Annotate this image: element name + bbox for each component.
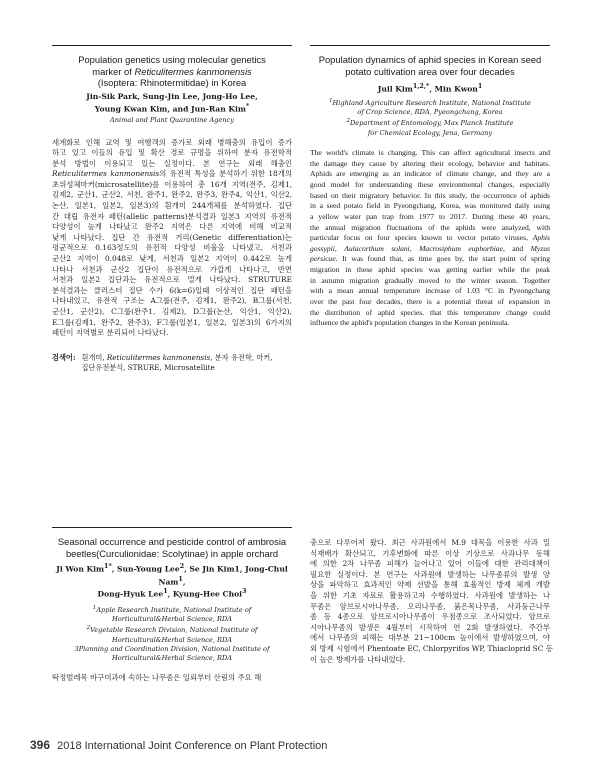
text-segment: 을 위한 기초 자료로 활용하고자 수행하였다. 사과원에 발생하는 나	[310, 590, 550, 600]
abstract-line	[52, 328, 292, 339]
abstract-line	[310, 538, 550, 549]
article-title	[52, 54, 292, 89]
abstract-continued	[310, 538, 553, 665]
text-segment: 평균적으로 0.163정도의 유전적 다양성 비율을 나타냈고, 서천과	[52, 243, 292, 253]
abstract-line	[310, 559, 550, 570]
abstract-line	[310, 623, 550, 634]
abstract-line	[52, 159, 292, 170]
author-name: Dong-Hyuk Lee	[97, 589, 164, 599]
text-segment: 군산2 지역이 0.048로 낮게, 서천과 일본2 지역이 0.442로 높게	[52, 254, 292, 264]
abstract-line	[52, 222, 292, 233]
text-segment: 에 의한 2차 나무좀 피해가 늘어나고 있어 이들에 대한 관리대책이	[310, 559, 550, 569]
abstract-line	[310, 265, 550, 276]
text-segment: 이 높은 방제가를 나타내었다.	[310, 654, 406, 664]
text-segment: 하고 있고 이들의 유입 및 확산 경로 규명을 위하여 분자 유전학적	[52, 148, 292, 158]
author-name: Ji Won Kim	[56, 564, 105, 574]
abstract-line	[310, 570, 550, 581]
abstract-line	[310, 223, 550, 234]
text-segment: 좀 등 4종으로 암브로시아나무좀이 우점종으로 조사되었다. 암브로	[310, 612, 550, 622]
text-segment: a yellow water pan trap from 1977 to 2017. During these 40 years,	[310, 211, 550, 221]
authors-line: Jin-Sik Park, Sung-Jin Lee, Jong-Ho Lee,	[86, 91, 258, 101]
abstract-line	[310, 612, 550, 623]
abstract-line	[310, 191, 550, 202]
text-segment: 서천과 일본2 집단과는 유전적으로 멀게 나타났다. STRUTURE	[52, 275, 292, 285]
author-name: , Kyung-Hee Choi	[167, 589, 243, 599]
authors	[310, 82, 550, 95]
abstract-line	[310, 308, 550, 319]
text-segment: , and	[502, 243, 531, 253]
conference-name: 2018 International Joint Conference on Plant Protection	[57, 740, 328, 752]
text-segment: Aphids are emerging as an indicator of climate change, and they are a	[310, 169, 550, 179]
text-segment: 무좀은 암브로시아나무좀, 오리나무좀, 붉은목나무좀, 사과둥근나무	[310, 601, 550, 611]
title-line: beetles(Curculionidae: Scolytinae) in apple orchard	[65, 547, 279, 559]
text-segment: 상을 파악하고 효과적인 약제 선발을 통해 효율적인 방제 체계 개발	[310, 580, 550, 590]
text-segment: 외 방제 시험에서 Phentoate EC, Chlorpyrifos WP, Thiacloprid SC 등	[310, 643, 553, 653]
abstract	[52, 138, 292, 339]
species-name: Aulacorthum solani	[344, 243, 410, 253]
abstract-line	[310, 633, 550, 644]
abstract-line	[52, 180, 292, 191]
text-segment: The world's climate is changing. This can affect agricultural insects and	[310, 147, 550, 157]
species-name: Myzus	[530, 243, 550, 253]
affiliation	[52, 604, 292, 664]
text-segment: based on their migratory behavior. In this study, the occurrence of aphids	[310, 190, 550, 200]
title-line: Population genetics using molecular genetics	[78, 54, 266, 65]
affil-line: Horticultural&Herbal Science, RDA	[111, 635, 233, 644]
text-segment: 나타내었고, 유전적 구조는 A그룹(전주, 김제1, 완주2), B그룹(서천,	[52, 296, 292, 306]
title-line: marker of	[92, 65, 135, 77]
text-segment: E그룹(김제1, 완주2, 완주3), F그룹(일본1, 일본2, 일본3)의 6가지의	[52, 317, 292, 327]
abstract-line	[310, 643, 553, 655]
abstract-line	[52, 265, 292, 276]
author-sup: 3	[242, 588, 247, 596]
title-line: Population dynamics of aphid species in Korean seed	[318, 54, 542, 65]
text-segment: 시아나무좀의 발생은 4월부터 시작하여 연 2회 발생하였다. 주간부	[310, 622, 550, 632]
abstract-line	[310, 233, 550, 244]
author-sup: 1	[477, 83, 483, 91]
abstract-line	[52, 286, 292, 297]
abstract-line	[310, 212, 550, 223]
text-segment: migration in these aphid species was getting earlier while the peak	[310, 265, 550, 275]
text-segment: 세계화로 인해 교역 및 여행객의 증가로 외래 병해충의 유입이 증가	[52, 137, 292, 147]
text-segment: 분석 방법이 이용되고 있는 실정이다. 본 연구는 외래 해충인	[52, 158, 292, 168]
author-name: , Sun-Young Lee	[111, 564, 180, 574]
affil-line: 3Planning and Coordination Division, National Institute of	[74, 644, 270, 653]
abstract-line	[310, 297, 550, 308]
abstract-line	[310, 180, 550, 191]
affil-line: Horticultural&Herbal Science, RDA	[111, 654, 233, 663]
author-sup: 2	[179, 563, 185, 571]
author-sup: 1	[178, 575, 183, 583]
top-right-article	[310, 54, 550, 329]
abstract-line	[52, 201, 292, 212]
abstract-line	[310, 159, 550, 170]
affil-sup: 2	[86, 625, 91, 632]
text-segment: 패턴이 지역별로 분리되어 나타났다.	[52, 328, 169, 338]
abstract-line	[52, 243, 292, 254]
abstract-line	[310, 276, 550, 287]
article-title	[52, 536, 292, 559]
abstract-line	[52, 275, 292, 286]
bottom-left-article	[52, 536, 292, 684]
author-sup: 1*	[104, 563, 112, 571]
abstract-line	[310, 591, 550, 602]
abstract-line	[310, 655, 550, 666]
title-line: (Isoptera: Rhinotermitidae) in Korea	[97, 77, 247, 89]
authors	[52, 92, 292, 115]
author-name: , Min Kwon	[429, 84, 478, 94]
affil-line: of Crop Science, RDA, Pyeongchang, Korea	[357, 108, 503, 117]
abstract-line	[52, 254, 292, 265]
text-segment: ,	[334, 243, 345, 253]
bottom-left-rule	[52, 527, 292, 528]
species-name: Reticulitermes kanmonensis	[52, 169, 160, 179]
text-segment: 간 대립 유전자 패턴(allelic patterns)분석결과 일본3 지역의 유전적	[52, 211, 292, 221]
affil-sup: 1	[329, 97, 333, 104]
abstract-line	[310, 318, 550, 329]
author-name: ,	[182, 577, 186, 587]
affil-sup: 1	[92, 604, 97, 611]
keywords-label: 검색어:	[52, 352, 76, 362]
text-segment: 김제2, 군산1, 군산2, 서천, 완주1, 완주2, 완주3, 완주4, 익산1, 익산2,	[52, 190, 292, 200]
text-segment: 식재배가 확산되고, 기후변화에 따른 이상 기상으로 사과나무 동해	[310, 548, 550, 558]
abstract-line	[310, 169, 550, 180]
text-segment: 나타나 서천과 군산2 집단이 유전적으로 가깝게 나타나고, 반면	[52, 264, 292, 274]
top-left-article	[52, 54, 292, 374]
abstract-line	[52, 148, 292, 159]
text-segment: 낮게 나타났다. 집단 간 유전적 거리(Genetic differentiation)는	[52, 232, 292, 242]
authors	[52, 562, 292, 600]
text-segment: the distribution of aphid species. that this temperature change could	[310, 307, 550, 317]
abstract: 딱정벌레목 바구미과에 속하는 나무좀은 일뢰부터 산림의 주요 해	[52, 673, 262, 683]
page-footer	[30, 738, 327, 752]
text-segment: . It was found that, as time goes by, the start point of spring	[335, 254, 550, 264]
author-name: , Se Jin Kim1, Jong-Chul Nam	[158, 564, 288, 587]
text-segment: with a mean annual temperature increase of 1.03 °C in Pyeongchang	[310, 286, 550, 296]
keywords-species: Reticulitermes kanmonensis	[106, 352, 211, 362]
text-segment: over the past four decades, there is a potential threat of expansion in	[310, 297, 550, 307]
abstract-line	[52, 212, 292, 223]
abstract-line	[52, 190, 292, 201]
author-sup: *	[245, 102, 250, 110]
affil-sup: 2	[346, 118, 350, 125]
abstract-line	[310, 602, 550, 613]
author-name: Juil Kim	[377, 84, 413, 94]
affil-line: Horticultural&Herbal Science, RDA	[111, 615, 233, 624]
text-segment: the damage they cause by altering their ecology, behavior and habitats.	[310, 158, 550, 168]
affiliation	[310, 97, 550, 138]
abstract-line	[52, 318, 292, 329]
text-segment: 에서 나무좀의 피해는 대부분 21~100cm 높이에서 발생하였으며, 야	[310, 633, 550, 643]
bottom-right-article	[310, 538, 553, 665]
title-species: Reticulitermes kanmonensis	[134, 65, 252, 77]
author-sup: 1,2,*	[412, 83, 430, 91]
text-segment: 필요한 실정이다. 본 연구는 사과원에 발생하는 나무좀류의 발생 양	[310, 569, 550, 579]
abstract-line	[310, 244, 550, 255]
text-segment: 군산1, 군산2), C그룹(완주1, 김제2), D그룹(논산, 익산1, 익산2),	[52, 307, 292, 317]
abstract-line	[52, 296, 292, 307]
article-title	[310, 54, 550, 77]
abstract-line	[310, 286, 550, 297]
species-name: persicae	[310, 254, 336, 264]
text-segment: in a seed potato field in Pyeongchang, Korea, was monitored daily using	[310, 201, 550, 211]
affil-line: Vegetable Research Division, National Institute of	[90, 626, 258, 635]
keywords	[52, 353, 292, 374]
affiliation: Animal and Plant Quarantine Agency	[110, 116, 234, 125]
species-name: Aphis	[532, 233, 550, 243]
top-right-rule	[310, 45, 550, 46]
top-left-rule	[52, 45, 292, 46]
keywords-text	[81, 353, 272, 374]
text-segment: particular focus on four species known to vector potato viruses,	[310, 233, 533, 243]
affil-line: Department of Entomology, Max Planck Institute	[350, 119, 514, 128]
affil-line: Apple Research Institute, National Institute of	[96, 605, 252, 614]
text-segment: 논산, 일본1, 일본2, 일본3)의 흰개미 244개체를 분석하였다. 집단	[52, 201, 292, 211]
text-segment: 의 유전적 특성을 분석하기 위한 18개의	[159, 169, 292, 179]
page-number: 396	[30, 738, 51, 752]
author-sup: 1	[163, 588, 168, 596]
keywords-part: 집단유전분석, STRURE, Microsatellite	[81, 363, 215, 373]
abstract-line	[52, 307, 292, 318]
keywords-part: , 분자 유전학, 마커,	[210, 352, 273, 362]
abstract-line	[310, 254, 550, 265]
abstract	[310, 148, 550, 329]
affil-line: for Chemical Ecology, Jena, Germany	[367, 128, 493, 137]
text-segment: influence the aphid's population changes in the Korean peninsula.	[310, 318, 510, 328]
abstract-line	[52, 169, 292, 180]
abstract-line	[310, 580, 550, 591]
abstract-line	[310, 201, 550, 212]
text-segment: 초위성체마커(microsatellite)를 이용하여 총 16개 지역(전주, 김제1,	[52, 179, 292, 189]
abstract-line	[310, 549, 550, 560]
text-segment: 분석결과는 클러스터 집단 수가 6(k=6)일때 이상적인 집단 패턴을	[52, 285, 292, 295]
species-name: gossypii	[310, 243, 335, 253]
text-segment: in autumn migration gradually moved to the winter season. Together	[310, 275, 550, 285]
abstract-line	[52, 138, 292, 149]
text-segment: the annual migration fluctuations of the aphids were analyzed, with	[310, 222, 550, 232]
affil-line: Highland Agriculture Research Institute, National Institute	[332, 98, 531, 107]
species-name: Macrosiphum euphorbiae	[419, 243, 503, 253]
title-line: Seasonal occurrence and pesticide control of ambrosia	[57, 536, 287, 547]
text-segment: 다양성이 높게 나타났고 완주2 지역은 다른 지역에 비해 비교적	[52, 222, 292, 232]
abstract-line	[52, 233, 292, 244]
text-segment: good model for understanding these environmental changes, especially	[310, 179, 550, 189]
title-line: potato cultivation area over four decades	[345, 65, 515, 77]
authors-line: Young Kwan Kim, and Jun-Ran Kim	[94, 104, 246, 114]
text-segment: ,	[409, 243, 420, 253]
abstract-line	[310, 148, 550, 159]
text-segment: 충으로 다루어져 왔다. 최근 사과원에서 M.9 대목을 이용한 사과 밀	[310, 538, 550, 547]
keywords-part: 흰개미,	[81, 352, 107, 362]
